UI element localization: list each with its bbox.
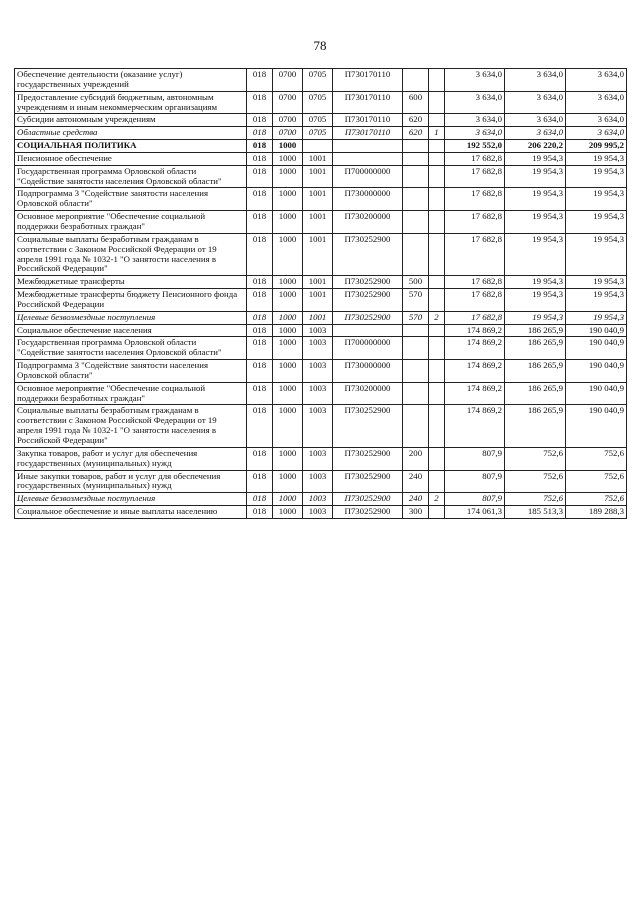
amount-year-1: 174 869,2 (445, 337, 505, 360)
row-name: Межбюджетные трансферты бюджету Пенсионного фонда Российской Федерации (15, 289, 247, 312)
amount-year-2: 19 954,3 (505, 188, 566, 211)
subsection-code: 1001 (303, 233, 333, 275)
subsection-code: 1003 (303, 382, 333, 405)
amount-year-1: 17 682,8 (445, 165, 505, 188)
amount-year-1: 3 634,0 (445, 114, 505, 127)
amount-year-1: 807,9 (445, 447, 505, 470)
amount-year-3: 19 954,3 (566, 311, 627, 324)
admin-code: 018 (247, 165, 273, 188)
amount-year-1: 17 682,8 (445, 276, 505, 289)
row-name: Областные средства (15, 127, 247, 140)
target-article-code: П730252900 (333, 506, 403, 519)
subsection-code: 1001 (303, 289, 333, 312)
amount-year-2: 3 634,0 (505, 114, 566, 127)
table-row (15, 506, 627, 519)
funding-source-code (429, 360, 445, 383)
amount-year-2: 752,6 (505, 470, 566, 493)
table-row (15, 324, 627, 337)
row-name: Подпрограмма 3 "Содействие занятости населения Орловской области" (15, 188, 247, 211)
amount-year-1: 192 552,0 (445, 140, 505, 153)
funding-source-code (429, 188, 445, 211)
expense-type-code: 500 (403, 276, 429, 289)
subsection-code: 1003 (303, 470, 333, 493)
subsection-code: 1003 (303, 506, 333, 519)
row-name: Предоставление субсидий бюджетным, автономным учреждениям и иным некоммерческим организациям (15, 91, 247, 114)
target-article-code: П730200000 (333, 382, 403, 405)
target-article-code: П730170110 (333, 69, 403, 92)
admin-code: 018 (247, 91, 273, 114)
row-name: Государственная программа Орловской области "Содействие занятости населения Орловской области" (15, 165, 247, 188)
section-code: 1000 (273, 140, 303, 153)
subsection-code: 0705 (303, 69, 333, 92)
amount-year-1: 17 682,8 (445, 188, 505, 211)
funding-source-code (429, 152, 445, 165)
section-code: 1000 (273, 311, 303, 324)
row-name: Социальное обеспечение населения (15, 324, 247, 337)
subsection-code: 0705 (303, 127, 333, 140)
amount-year-2: 19 954,3 (505, 211, 566, 234)
expense-type-code: 240 (403, 493, 429, 506)
target-article-code: П730170110 (333, 91, 403, 114)
page-number: 78 (313, 38, 327, 53)
funding-source-code (429, 382, 445, 405)
target-article-code: П730252900 (333, 311, 403, 324)
subsection-code: 1001 (303, 311, 333, 324)
budget-table (14, 68, 627, 519)
amount-year-3: 190 040,9 (566, 405, 627, 447)
amount-year-3: 19 954,3 (566, 211, 627, 234)
target-article-code (333, 324, 403, 337)
funding-source-code: 2 (429, 493, 445, 506)
row-name: Иные закупки товаров, работ и услуг для обеспечения государственных (муниципальных) нужд (15, 470, 247, 493)
row-name: Межбюджетные трансферты (15, 276, 247, 289)
funding-source-code (429, 233, 445, 275)
amount-year-2: 3 634,0 (505, 91, 566, 114)
amount-year-1: 174 061,3 (445, 506, 505, 519)
funding-source-code (429, 211, 445, 234)
target-article-code (333, 140, 403, 153)
amount-year-3: 3 634,0 (566, 69, 627, 92)
row-name: Пенсионное обеспечение (15, 152, 247, 165)
admin-code: 018 (247, 69, 273, 92)
amount-year-1: 3 634,0 (445, 127, 505, 140)
amount-year-3: 189 288,3 (566, 506, 627, 519)
amount-year-1: 807,9 (445, 493, 505, 506)
amount-year-2: 752,6 (505, 447, 566, 470)
section-code: 1000 (273, 382, 303, 405)
funding-source-code (429, 114, 445, 127)
row-name: Государственная программа Орловской области "Содействие занятости населения Орловской области" (15, 337, 247, 360)
subsection-code: 1001 (303, 165, 333, 188)
table-row (15, 447, 627, 470)
target-article-code: П700000000 (333, 337, 403, 360)
subsection-code: 1003 (303, 405, 333, 447)
expense-type-code: 600 (403, 91, 429, 114)
amount-year-3: 209 995,2 (566, 140, 627, 153)
amount-year-2: 186 265,9 (505, 324, 566, 337)
section-code: 1000 (273, 470, 303, 493)
amount-year-1: 17 682,8 (445, 152, 505, 165)
target-article-code: П700000000 (333, 165, 403, 188)
funding-source-code (429, 69, 445, 92)
amount-year-3: 19 954,3 (566, 165, 627, 188)
amount-year-2: 19 954,3 (505, 311, 566, 324)
table-row (15, 233, 627, 275)
admin-code: 018 (247, 140, 273, 153)
amount-year-2: 206 220,2 (505, 140, 566, 153)
row-name: Основное мероприятие "Обеспечение социальной поддержки безработных граждан" (15, 211, 247, 234)
section-code: 1000 (273, 506, 303, 519)
table-row (15, 211, 627, 234)
funding-source-code (429, 337, 445, 360)
amount-year-3: 3 634,0 (566, 127, 627, 140)
funding-source-code (429, 470, 445, 493)
target-article-code: П730252900 (333, 447, 403, 470)
amount-year-2: 186 265,9 (505, 405, 566, 447)
amount-year-1: 17 682,8 (445, 289, 505, 312)
funding-source-code (429, 140, 445, 153)
expense-type-code: 570 (403, 289, 429, 312)
expense-type-code (403, 140, 429, 153)
subsection-code: 1003 (303, 337, 333, 360)
expense-type-code (403, 360, 429, 383)
section-code: 1000 (273, 405, 303, 447)
amount-year-3: 19 954,3 (566, 233, 627, 275)
amount-year-1: 17 682,8 (445, 211, 505, 234)
amount-year-2: 19 954,3 (505, 152, 566, 165)
table-row (15, 188, 627, 211)
section-code: 1000 (273, 337, 303, 360)
target-article-code: П730170110 (333, 127, 403, 140)
admin-code: 018 (247, 360, 273, 383)
target-article-code (333, 152, 403, 165)
row-name: Социальные выплаты безработным гражданам в соответствии с Законом Российской Федерации от 19 апреля 1991 года № 1032-1 "О занятости населения в Российской Федерации" (15, 405, 247, 447)
amount-year-3: 190 040,9 (566, 324, 627, 337)
subsection-code: 1003 (303, 447, 333, 470)
subsection-code: 1001 (303, 152, 333, 165)
target-article-code: П730252900 (333, 470, 403, 493)
expense-type-code (403, 211, 429, 234)
admin-code: 018 (247, 211, 273, 234)
amount-year-3: 190 040,9 (566, 337, 627, 360)
expense-type-code (403, 165, 429, 188)
section-code: 0700 (273, 91, 303, 114)
target-article-code: П730252900 (333, 289, 403, 312)
section-code: 1000 (273, 152, 303, 165)
admin-code: 018 (247, 405, 273, 447)
expense-type-code (403, 324, 429, 337)
subsection-code: 0705 (303, 114, 333, 127)
admin-code: 018 (247, 152, 273, 165)
expense-type-code: 570 (403, 311, 429, 324)
section-code: 1000 (273, 360, 303, 383)
amount-year-1: 174 869,2 (445, 405, 505, 447)
funding-source-code (429, 91, 445, 114)
table-row (15, 405, 627, 447)
amount-year-3: 3 634,0 (566, 91, 627, 114)
amount-year-2: 186 265,9 (505, 382, 566, 405)
table-row (15, 360, 627, 383)
target-article-code: П730000000 (333, 360, 403, 383)
subsection-code: 0705 (303, 91, 333, 114)
amount-year-1: 174 869,2 (445, 324, 505, 337)
section-code: 1000 (273, 188, 303, 211)
admin-code: 018 (247, 382, 273, 405)
target-article-code: П730170110 (333, 114, 403, 127)
target-article-code: П730200000 (333, 211, 403, 234)
admin-code: 018 (247, 470, 273, 493)
admin-code: 018 (247, 337, 273, 360)
amount-year-1: 3 634,0 (445, 69, 505, 92)
expense-type-code (403, 69, 429, 92)
amount-year-3: 752,6 (566, 493, 627, 506)
admin-code: 018 (247, 114, 273, 127)
section-code: 0700 (273, 69, 303, 92)
table-row (15, 337, 627, 360)
amount-year-3: 19 954,3 (566, 188, 627, 211)
table-row (15, 127, 627, 140)
expense-type-code (403, 152, 429, 165)
amount-year-2: 19 954,3 (505, 276, 566, 289)
table-row (15, 114, 627, 127)
funding-source-code (429, 276, 445, 289)
target-article-code: П730252900 (333, 233, 403, 275)
subsection-code: 1003 (303, 493, 333, 506)
section-code: 1000 (273, 276, 303, 289)
amount-year-1: 807,9 (445, 470, 505, 493)
section-code: 0700 (273, 114, 303, 127)
row-name: Социальное обеспечение и иные выплаты населению (15, 506, 247, 519)
expense-type-code (403, 405, 429, 447)
section-code: 0700 (273, 127, 303, 140)
expense-type-code: 300 (403, 506, 429, 519)
amount-year-2: 19 954,3 (505, 165, 566, 188)
expense-type-code (403, 188, 429, 211)
table-row (15, 289, 627, 312)
amount-year-2: 185 513,3 (505, 506, 566, 519)
expense-type-code: 620 (403, 127, 429, 140)
amount-year-3: 19 954,3 (566, 289, 627, 312)
row-name: Закупка товаров, работ и услуг для обеспечения государственных (муниципальных) нужд (15, 447, 247, 470)
section-code: 1000 (273, 211, 303, 234)
funding-source-code (429, 506, 445, 519)
target-article-code: П730252900 (333, 493, 403, 506)
row-name: Обеспечение деятельности (оказание услуг) государственных учреждений (15, 69, 247, 92)
target-article-code: П730252900 (333, 276, 403, 289)
amount-year-2: 186 265,9 (505, 337, 566, 360)
expense-type-code (403, 233, 429, 275)
amount-year-3: 19 954,3 (566, 152, 627, 165)
admin-code: 018 (247, 493, 273, 506)
row-name: Целевые безвозмездные поступления (15, 311, 247, 324)
section-code: 1000 (273, 289, 303, 312)
section-code: 1000 (273, 165, 303, 188)
funding-source-code (429, 324, 445, 337)
amount-year-2: 3 634,0 (505, 127, 566, 140)
amount-year-3: 752,6 (566, 447, 627, 470)
admin-code: 018 (247, 289, 273, 312)
subsection-code (303, 140, 333, 153)
subsection-code: 1001 (303, 276, 333, 289)
admin-code: 018 (247, 127, 273, 140)
subsection-code: 1001 (303, 188, 333, 211)
amount-year-3: 190 040,9 (566, 382, 627, 405)
expense-type-code (403, 382, 429, 405)
admin-code: 018 (247, 311, 273, 324)
amount-year-2: 19 954,3 (505, 233, 566, 275)
table-row (15, 165, 627, 188)
expense-type-code: 200 (403, 447, 429, 470)
section-code: 1000 (273, 493, 303, 506)
row-name: Социальные выплаты безработным гражданам в соответствии с Законом Российской Федерации от 19 апреля 1991 года № 1032-1 "О занятости населения в Российской Федерации" (15, 233, 247, 275)
section-code: 1000 (273, 324, 303, 337)
amount-year-3: 19 954,3 (566, 276, 627, 289)
table-row (15, 493, 627, 506)
amount-year-3: 190 040,9 (566, 360, 627, 383)
row-name: Целевые безвозмездные поступления (15, 493, 247, 506)
amount-year-2: 3 634,0 (505, 69, 566, 92)
row-name: Подпрограмма 3 "Содействие занятости населения Орловской области" (15, 360, 247, 383)
admin-code: 018 (247, 506, 273, 519)
admin-code: 018 (247, 324, 273, 337)
table-row (15, 140, 627, 153)
target-article-code: П730000000 (333, 188, 403, 211)
row-name: СОЦИАЛЬНАЯ ПОЛИТИКА (15, 140, 247, 153)
table-row (15, 470, 627, 493)
admin-code: 018 (247, 276, 273, 289)
table-row (15, 276, 627, 289)
section-code: 1000 (273, 447, 303, 470)
amount-year-1: 174 869,2 (445, 382, 505, 405)
amount-year-1: 17 682,8 (445, 233, 505, 275)
table-row (15, 382, 627, 405)
table-row (15, 311, 627, 324)
expense-type-code (403, 337, 429, 360)
table-row (15, 152, 627, 165)
row-name: Основное мероприятие "Обеспечение социальной поддержки безработных граждан" (15, 382, 247, 405)
expense-type-code: 240 (403, 470, 429, 493)
subsection-code: 1001 (303, 211, 333, 234)
funding-source-code: 1 (429, 127, 445, 140)
amount-year-1: 3 634,0 (445, 91, 505, 114)
amount-year-2: 752,6 (505, 493, 566, 506)
subsection-code: 1003 (303, 360, 333, 383)
funding-source-code (429, 289, 445, 312)
amount-year-3: 3 634,0 (566, 114, 627, 127)
row-name: Субсидии автономным учреждениям (15, 114, 247, 127)
target-article-code: П730252900 (333, 405, 403, 447)
admin-code: 018 (247, 188, 273, 211)
section-code: 1000 (273, 233, 303, 275)
budget-table-body (15, 69, 627, 519)
expense-type-code: 620 (403, 114, 429, 127)
funding-source-code (429, 405, 445, 447)
admin-code: 018 (247, 233, 273, 275)
admin-code: 018 (247, 447, 273, 470)
table-row (15, 91, 627, 114)
table-row (15, 69, 627, 92)
amount-year-1: 174 869,2 (445, 360, 505, 383)
subsection-code: 1003 (303, 324, 333, 337)
funding-source-code (429, 447, 445, 470)
amount-year-2: 19 954,3 (505, 289, 566, 312)
amount-year-1: 17 682,8 (445, 311, 505, 324)
amount-year-3: 752,6 (566, 470, 627, 493)
amount-year-2: 186 265,9 (505, 360, 566, 383)
funding-source-code (429, 165, 445, 188)
funding-source-code: 2 (429, 311, 445, 324)
